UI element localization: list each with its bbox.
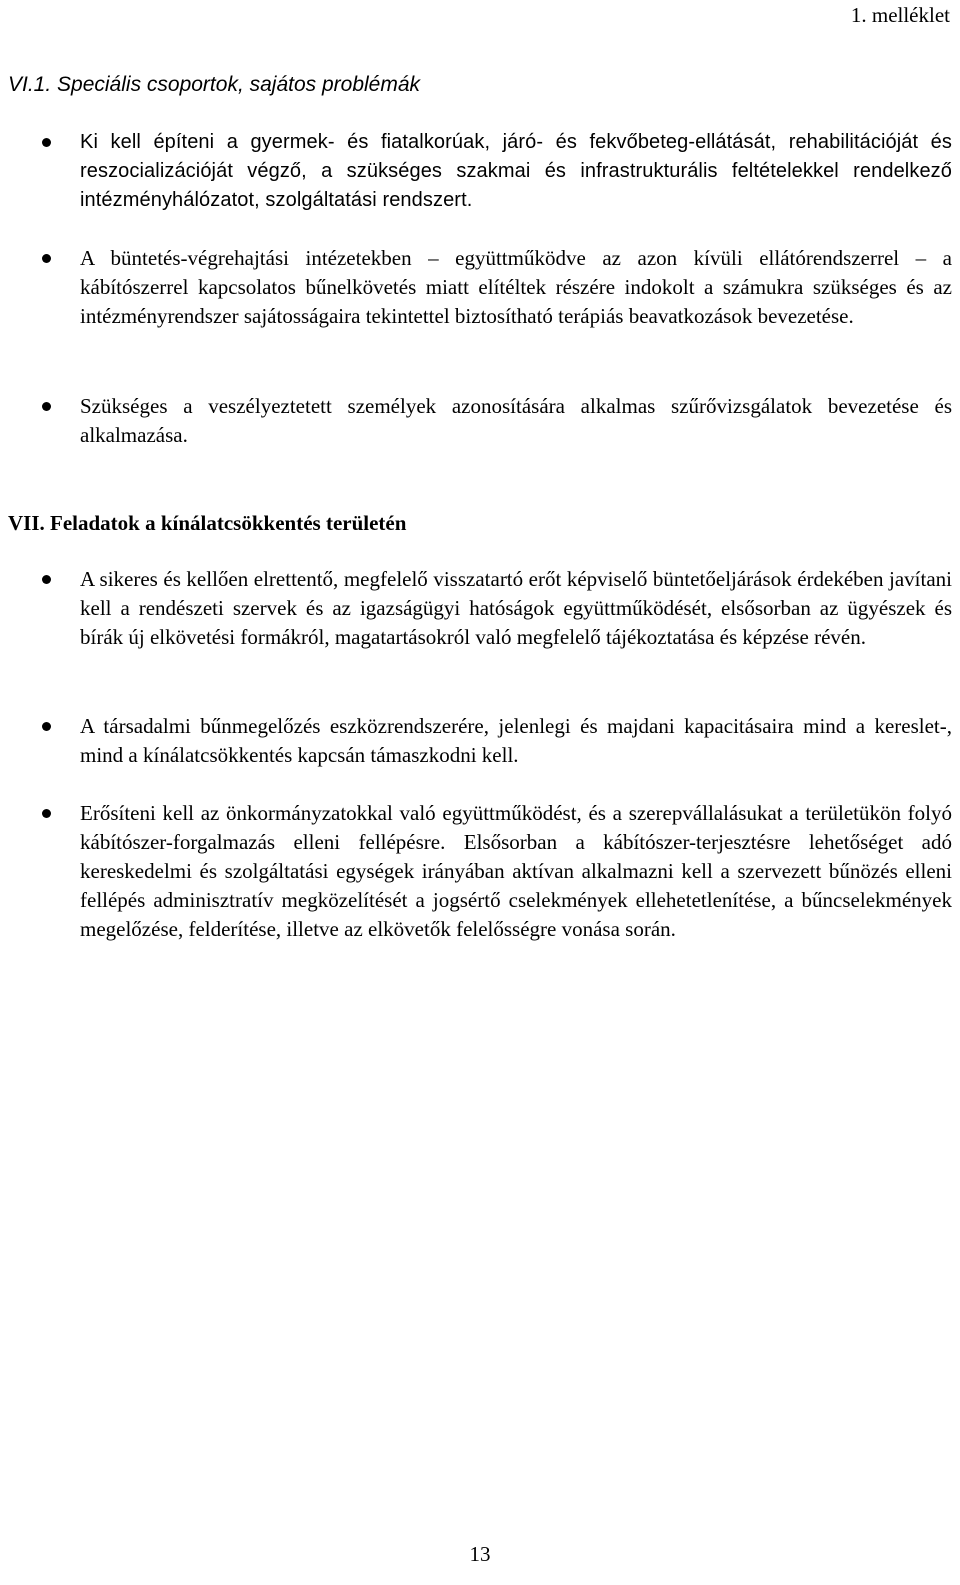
- list-item: [0, 244, 960, 331]
- section-vii-bullet-list: [0, 565, 960, 652]
- list-item-text: A sikeres és kellően elrettentő, megfelelő visszatartó erőt képviselő büntetőeljárások érdekében javítani kell a rendészeti szervek és az igazságügyi hatóságok együttműködését, elsősorban az ügyészek és bírák új elkövetési formákról, magatartásokról való megfelelő tájékoztatása és képzése révén.: [80, 567, 952, 649]
- list-item: [0, 128, 960, 215]
- list-item-text: A társadalmi bűnmegelőzés eszközrendszerére, jelenlegi és majdani kapacitásaira mind a kereslet-, mind a kínálatcsökkentés kapcsán támaszkodni kell.: [80, 714, 952, 767]
- section-vii-bullet-list-3: [0, 799, 960, 944]
- list-item-text: Szükséges a veszélyeztetett személyek azonosítására alkalmas szűrővizsgálatok bevezetése és alkalmazása.: [80, 394, 952, 447]
- bullet-icon: [42, 722, 51, 731]
- bullet-icon: [42, 254, 51, 263]
- list-item-text: A büntetés-végrehajtási intézetekben – együttműködve az azon kívüli ellátórendszerrel – a kábítószerrel kapcsolatos bűnelkövetés miatt elítéltek részére indokolt a számukra szükséges és az intézményrendszer sajátosságaira tekintettel biztosítható terápiás beavatkozások bevezetése.: [80, 246, 952, 328]
- bullet-icon: [42, 809, 51, 818]
- section-title-vii: VII. Feladatok a kínálatcsökkentés területén: [8, 511, 407, 535]
- bullet-icon: [42, 575, 51, 584]
- list-item: [0, 392, 960, 450]
- annex-label: 1. melléklet: [850, 3, 950, 27]
- list-item: [0, 565, 960, 652]
- bullet-icon: [42, 138, 51, 147]
- list-item-text: Erősíteni kell az önkormányzatokkal való együttműködést, és a szerepvállalásukat a területükön folyó kábítószer-forgalmazás elleni fellépésre. Elsősorban a kábítószer-terjesztésre lehetőséget adó kereskedelmi és szolgáltatási egységek irányában aktívan alkalmazni kell a szervezett bűnözés elleni fellépés adminisztratív megközelítését a jogsértő cselekmények ellehetetlenítése, a bűncselekmények megelőzése, felderítése, illetve az elkövetők felelősségre vonása során.: [80, 801, 952, 941]
- section-vi-bullet-list-3: [0, 392, 960, 450]
- section-title-vi-1: VI.1. Speciális csoportok, sajátos problémák: [8, 73, 421, 96]
- page-number: 13: [469, 1542, 491, 1566]
- section-vii-bullet-list-2: [0, 712, 960, 770]
- list-item-text: Ki kell építeni a gyermek- és fiatalkorúak, járó- és fekvőbeteg-ellátását, rehabilitációját és reszocializációját végző, a szükséges szakmai és infrastrukturális feltételekkel rendelkező intézményhálózatot, szolgáltatási rendszert.: [80, 131, 952, 211]
- section-vi-bullet-list: [0, 128, 960, 215]
- section-vi-bullet-list-2: [0, 244, 960, 331]
- list-item: [0, 799, 960, 944]
- bullet-icon: [42, 402, 51, 411]
- list-item: [0, 712, 960, 770]
